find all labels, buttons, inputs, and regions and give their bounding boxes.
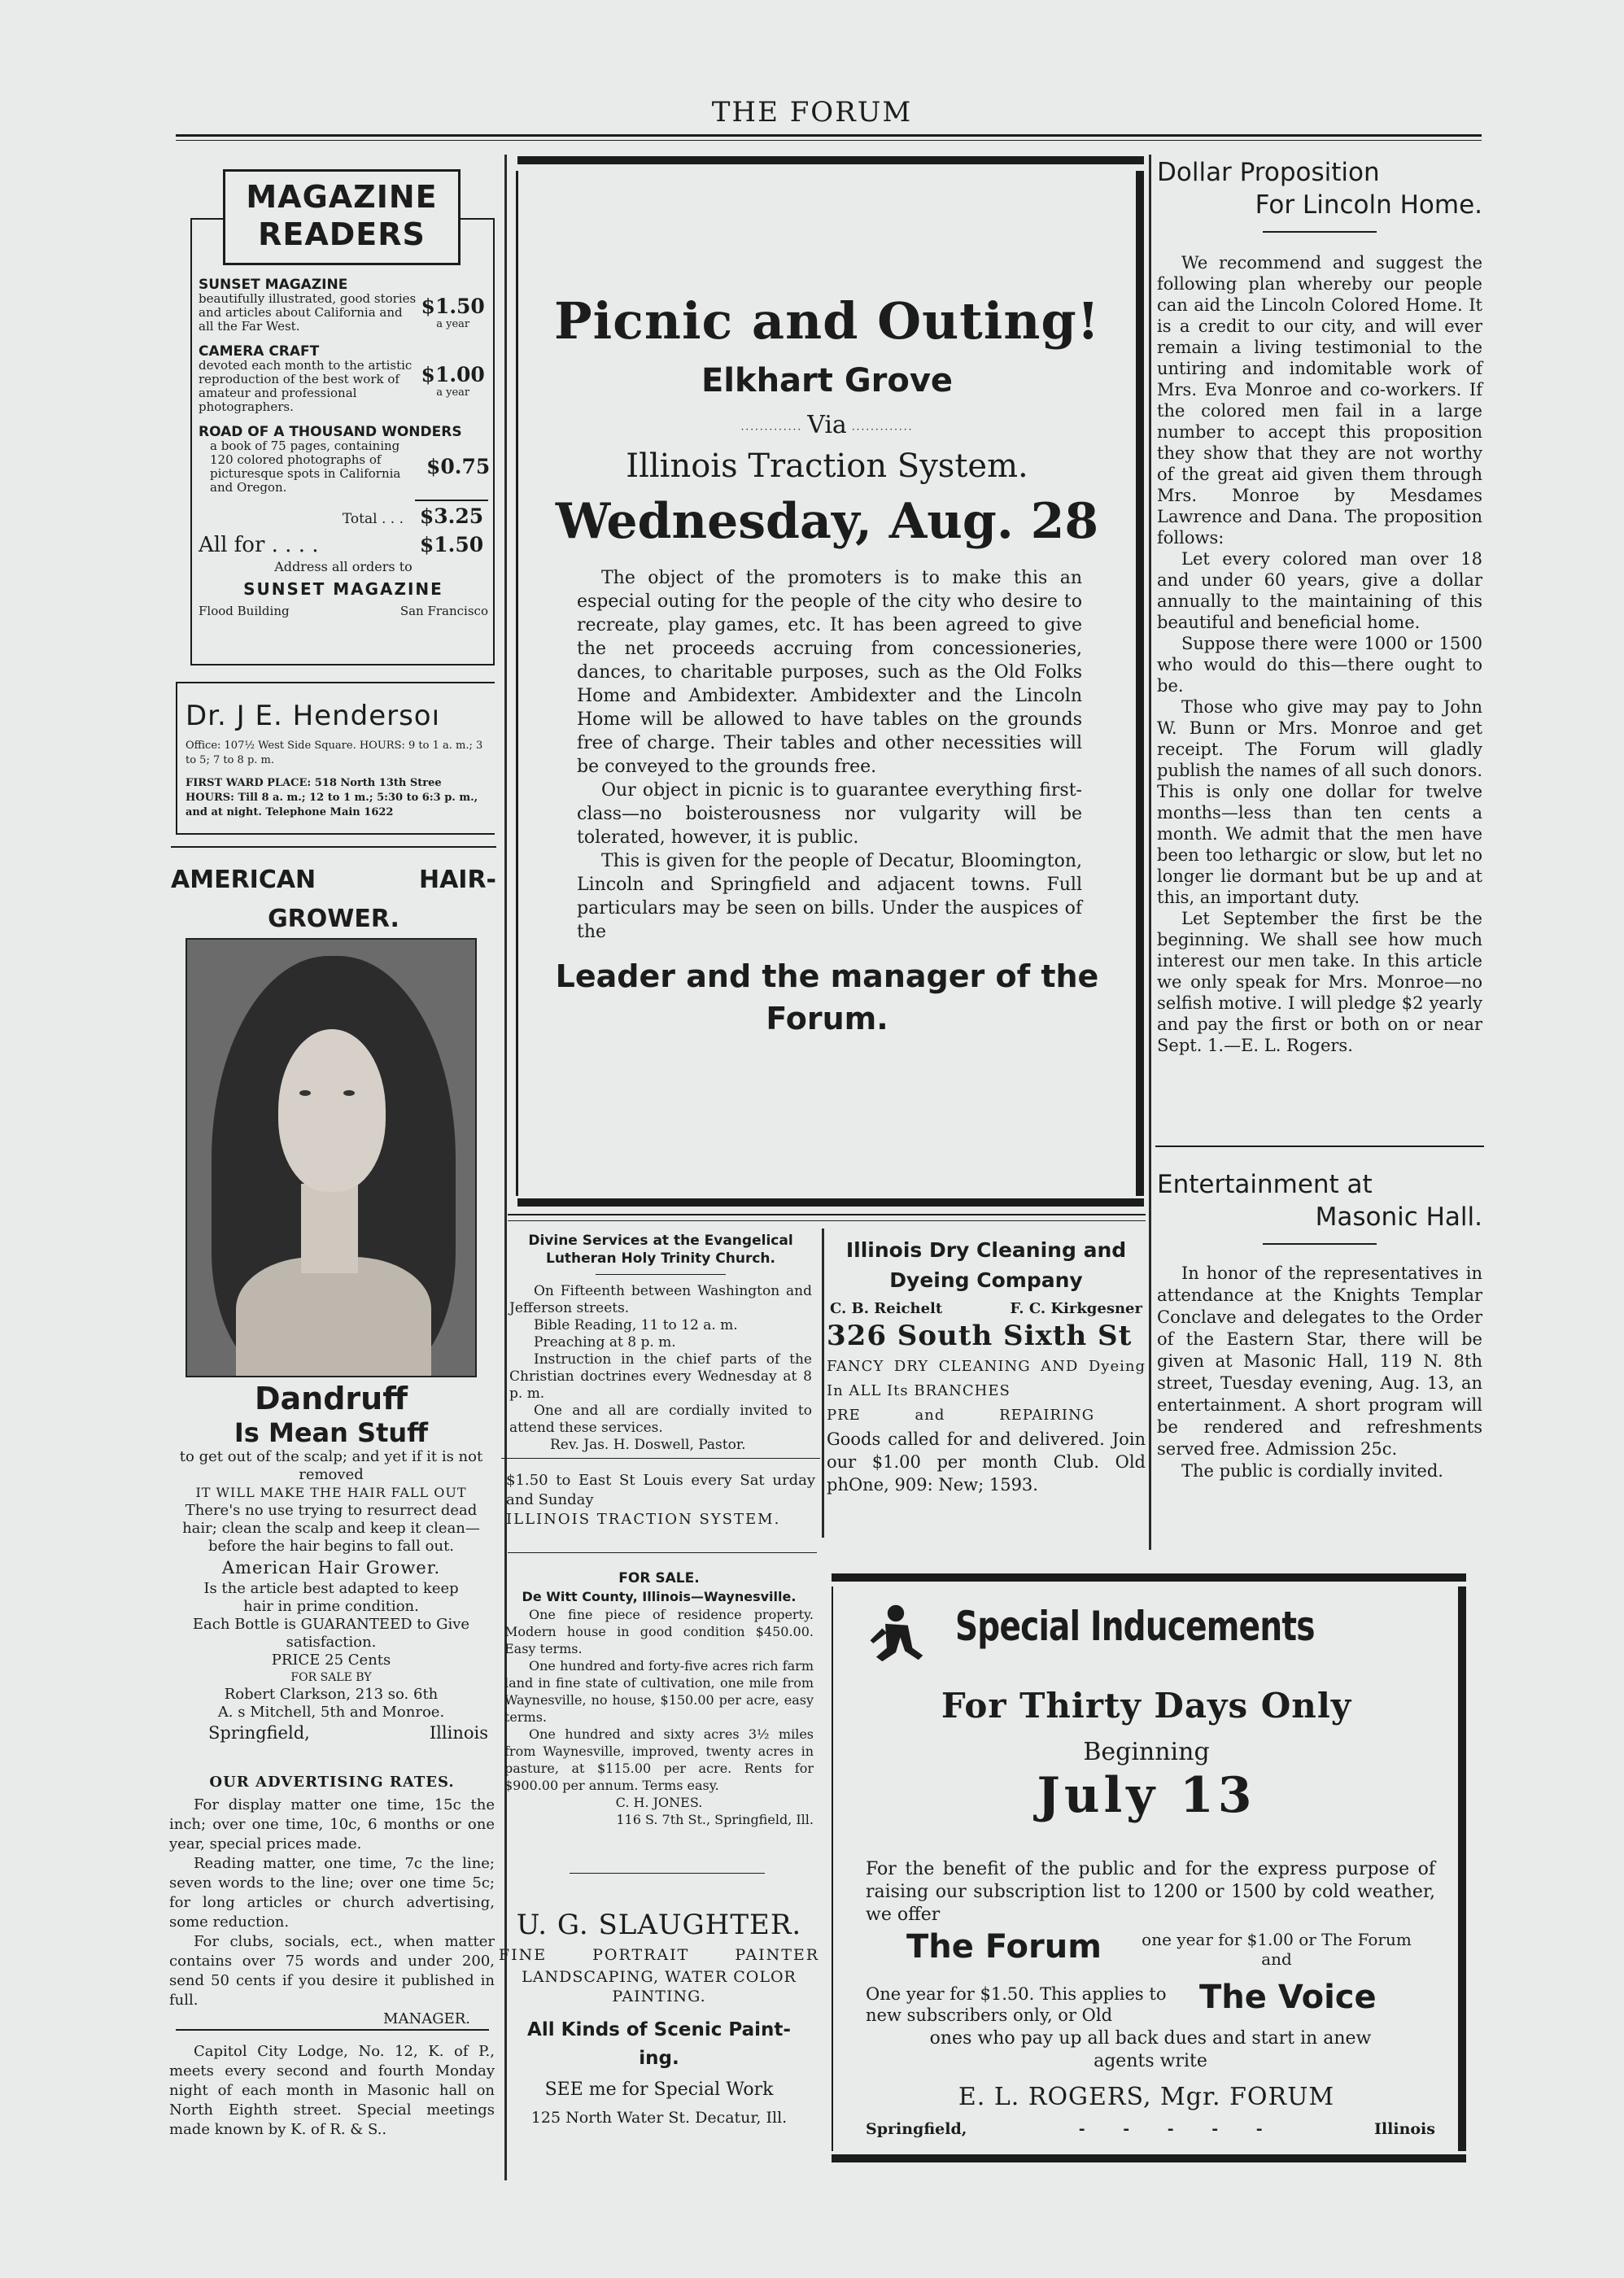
traction-notice [501,1471,820,1530]
magazine-flood: Flood Building [199,604,290,618]
magazine-item-price: $0.75 [426,455,491,478]
lodge-text: Capitol City Lodge, No. 12, K. of P., meets every second and fourth Monday night of each month in Masonic hall on North Eighth street. Special meetings made known by K. of R. & S.. [169,2043,495,2138]
magazine-heading-box [223,169,461,265]
pointing-hand-icon [866,1603,926,1663]
hair-line2: IT WILL MAKE THE HAIR FALL OUT [195,1485,467,1500]
church-heading1: Divine Services at the Evangelical [528,1233,793,1249]
dollar-p5: Let September the first be the beginning. We shall see how much interest our men take. In this article we only speak for Mrs. Monroe—no selfish motive. I will pledge $2 yearly and pay the first or both on or near Sept. 1.—E. L. Rogers. [1157,909,1482,1055]
divider [176,2029,489,2031]
hair-line3: There's no use trying to resurrect dead hair; clean the scalp and keep it clean—before the hair begins to fall out. [182,1502,480,1555]
dollar-heading2: For Lincoln Home. [1255,190,1482,220]
traction-line1: $1.50 to East St Louis every Sat urday and Sunday [506,1472,815,1508]
hair-heading [171,861,496,939]
magazine-item-period: a year [436,318,470,330]
masonic-p2: The public is cordially invited. [1181,1461,1443,1481]
ad-rates-heading: OUR ADVERTISING RATES. [209,1774,455,1791]
masonic-notice [1157,1168,1482,1482]
picnic-p1: The object of the promoters is to make this an especial outing for the people of the city who desire to recreate, play games, etc. It has been agreed to give the net proceeds accruing from concessioneries, dances, to charitable purposes, such as the Old Folks Home and Ambidexter. Ambidexter and the Lincoln Home will be allowed to have tables on the grounds free of charge. Their tables and other necessities will be conveyed to the grounds free. [577,568,1082,777]
slaughter-line3: SEE me for Special Work [544,2079,774,2100]
mean-stuff: Is Mean Stuff [234,1417,429,1448]
hair-heading-line1: AMERICAN HAIR- [171,866,496,894]
ad-rates [169,1774,495,2027]
for-sale-ad [501,1569,817,1828]
picnic-via: Via [807,411,847,439]
magazine-heading-line2: READERS [258,216,426,252]
slaughter-line2: LANDSCAPING, WATER COLOR PAINTING. [522,1968,797,2005]
slaughter-name: U. G. SLAUGHTER. [516,1909,802,1941]
divider [570,1873,765,1874]
church-p1: On Fifteenth between Washington and Jefferson streets. [509,1283,812,1316]
inducements-p1: For the benefit of the public and for the express purpose of raising our subscription list to 1200 or 1500 by cold weather, we offer [866,1859,1435,1925]
magazine-total-value: $3.25 [419,504,484,528]
picnic-bottom-bar [517,1198,1144,1207]
column-rule [1149,155,1151,1550]
church-p3: Preaching at 8 p. m. [534,1334,676,1351]
column-rule [504,155,507,2180]
for-sale-p2: One hundred and forty-five acres rich farm land in fine state of cultivation, one mile from Waynesville, no house, $150.00 per acre, easy terms. [504,1658,814,1725]
dry-name-left: C. B. Reichelt [830,1300,943,1317]
dry-cleaning-ad [827,1235,1146,1496]
dry-heading2: Dyeing Company [889,1268,1083,1292]
magazine-allfor-label: All for . . . . [199,533,319,557]
for-sale-subheading: De Witt County, Illinois—Waynesville. [522,1589,797,1604]
church-pastor: Rev. Jas. H. Doswell, Pastor. [550,1437,746,1453]
hair-seller1: Robert Clarkson, 213 so. 6th [224,1686,439,1703]
hair-city-left: Springfield, [208,1723,310,1743]
inducements-date: July 13 [1037,1767,1256,1824]
picnic-railway: Illinois Traction System. [626,447,1028,485]
inducements-bottom-bar [832,2154,1466,2162]
magazine-items [199,277,491,618]
divider [508,1214,1146,1215]
dry-line3: Goods called for and delivered. Join our $1.00 per month Club. Old phOne, 909: New; 1593. [827,1429,1146,1495]
magazine-allfor-value: $1.50 [419,533,484,556]
masthead-rule-thin [176,140,1482,141]
hair-line5: Each Bottle is GUARANTEED to Give satisfaction. [192,1616,470,1651]
for-sale-sig2: 116 S. 7th St., Springfield, Ill. [616,1812,814,1827]
picnic-via-row: ············· Via ············· [740,411,914,439]
church-heading2: Lutheran Holy Trinity Church. [545,1250,775,1267]
inducements-heading: Special Inducements [955,1603,1315,1650]
masthead: THE FORUM [711,96,913,129]
magazine-item [199,278,488,334]
dollar-p4: Those who give may pay to John W. Bunn or Mrs. Monroe and get receipt. The Forum will gladly publish the names of all such donors. This is only one dollar for twelve months—less than ten cents a month. We admit that the men have been too lethargic or slow, but let no longer lie dormant but be up and at this, an important duty. [1157,697,1482,907]
inducements-forum-side: one year for $1.00 or The Forum and [1142,1930,1412,1969]
hair-seller2: A. s Mitchell, 5th and Monroe. [217,1704,445,1721]
inducements-city-left: Springfield, [866,2120,967,2138]
magazine-item-desc: beautifully illustrated, good stories and articles about California and all the Far West. [199,291,417,334]
dry-name-right: F. C. Kirkgesner [1010,1300,1142,1317]
slaughter-scenic2: ing. [639,2048,679,2069]
dry-line2: PRE and REPAIRING [827,1407,1095,1424]
magazine-item-name: CAMERA CRAFT [199,343,320,360]
ad-rates-p1: For display matter one time, 15c the inch; over one time, 10c, 6 months or one year, special prices made. [169,1796,495,1853]
church-p5: One and all are cordially invited to attend these services. [509,1403,812,1436]
hair-ad [171,846,496,848]
divider [508,1220,1146,1221]
masthead-rule [176,134,1482,137]
for-sale-heading: FOR SALE. [618,1570,700,1586]
doctor-name: Dr. J E. Hendersoı [186,700,441,732]
hair-product: American Hair Grower. [221,1558,441,1578]
slaughter-line1: FINE PORTRAIT PAINTER [498,1946,820,1964]
for-sale-p1: One fine piece of residence property. Modern house in good condition $450.00. Easy terms. [504,1607,814,1656]
picnic-p3: This is given for the people of Decatur, Bloomington, Lincoln and Springfield and adjacent towns. Full particulars may be seen on bills. Under the auspices of the [577,851,1082,942]
masonic-p1: In honor of the representatives in attendance at the Knights Templar Conclave and delegates to the Order of the Eastern Star, there will be given at Masonic Hall, 119 N. 8th street, Tuesday evening, Aug. 13, an entertainment. A short program will be rendered and refreshments served free. Admission 25c. [1157,1263,1482,1459]
magazine-item-price: $1.00 [421,363,485,386]
inducements-sig: E. L. ROGERS, Mgr. FORUM [958,2083,1335,2111]
hair-heading-line2: GROWER. [268,905,399,933]
dry-line1: FANCY DRY CLEANING AND Dyeing In ALL Its BRANCHES [827,1358,1146,1399]
picnic-ad [516,171,1144,1196]
inducements-line2: Beginning [1083,1738,1210,1766]
dollar-p3: Suppose there were 1000 or 1500 who would do this—there ought to be. [1157,634,1482,696]
hair-ad-text [168,1380,495,1744]
dandruff: Dandruff [254,1381,408,1416]
picnic-footer2: Forum. [766,1001,888,1036]
ad-rates-p3: For clubs, socials, ect., when matter contains over 75 words and under 200, send 50 cents if you desire it published in full. [169,1933,495,2009]
inducements-p2: ones who pay up all back dues and start in anew agents write [929,2028,1372,2071]
hair-line4: Is the article best adapted to keep hair in prime condition. [203,1580,459,1615]
picnic-headline: Picnic and Outing! [554,291,1100,351]
slaughter-line4: 125 North Water St. Decatur, Ill. [530,2109,788,2127]
magazine-item-price: $1.50 [421,295,485,318]
masonic-heading2: Masonic Hall. [1315,1202,1482,1232]
picnic-footer1: Leader and the manager of the [555,958,1099,994]
magazine-item [199,345,488,414]
masonic-heading1: Entertainment at [1157,1170,1373,1199]
inducements-voice-big: The Voice [1199,1979,1377,2016]
magazine-item-name: SUNSET MAGAZINE [199,277,348,293]
ad-rates-p2: Reading matter, one time, 7c the line; seven words to the line; over one time 5c; for long articles or church advertising, some reduction. [169,1855,495,1931]
inducements-line1: For Thirty Days Only [941,1686,1352,1726]
magazine-address-line: Address all orders to [274,559,413,574]
hair-line1: to get out of the scalp; and yet if it is not removed [179,1448,483,1483]
lodge-notice [169,2042,495,2140]
inducements-ad [832,1586,1466,2151]
divider [508,1552,817,1553]
dollar-p1: We recommend and suggest the following plan whereby our people can aid the Lincoln Colored Home. It is a credit to our city, and will ever remain a living testimonial to the untiring and indomitable work of Mrs. Eva Monroe and co-workers. If the colored men fail in a large number to accept this proposition they show that they are not worthy of the great aid given them through Mrs. Monroe by Mesdames Lawrence and Dana. The proposition follows: [1157,253,1482,548]
inducements-voice-left: One year for $1.50. This applies to new subscribers only, or Old [866,1984,1167,2025]
for-sale-sig1: C. H. JONES. [615,1795,703,1810]
hair-city-right: Illinois [429,1723,488,1743]
ad-rates-signoff: MANAGER. [383,2010,470,2027]
doctor-office: Office: 107½ West Side Square. HOURS: 9 to 1 a. m.; 3 to 5; 7 to 8 p. m. [186,740,483,766]
hair-price: PRICE 25 Cents [271,1652,391,1669]
slaughter-scenic1: All Kinds of Scenic Paint- [527,2019,791,2040]
dollar-heading1: Dollar Proposition [1157,158,1380,187]
magazine-item-name: ROAD OF A THOUSAND WONDERS [199,424,462,440]
church-notice [501,1232,820,1454]
magazine-item-period: a year [436,386,470,399]
traction-line2: ILLINOIS TRACTION SYSTEM. [506,1511,781,1528]
doctor-ad [176,682,495,835]
inducements-forum-big: The Forum [906,1928,1102,1966]
column-rule [822,1228,824,1538]
dollar-p2: Let every colored man over 18 and under 60 years, give a dollar annually to the maintaining of this beautiful and beneficial home. [1157,549,1482,632]
slaughter-ad [498,1907,820,2130]
dry-address: 326 South Sixth St [827,1320,1133,1352]
magazine-total-label: Total . . . [342,511,404,527]
inducements-top-bar [832,1573,1466,1582]
dry-heading1: Illinois Dry Cleaning and [845,1238,1127,1262]
church-p4: Instruction in the chief parts of the Christian doctrines every Wednesday at 8 p. m. [509,1351,812,1402]
magazine-publisher: SUNSET MAGAZINE [243,579,443,599]
inducements-city-right: Illinois [1374,2120,1435,2138]
picnic-date: Wednesday, Aug. 28 [555,493,1099,550]
magazine-item [199,424,491,495]
inducements-dots: - - - - - [1078,2120,1263,2138]
for-sale-p3: One hundred and sixty acres 3½ miles from Waynesville, improved, twenty acres in pasture, at $115.00 per acre. Rents for $900.00 per annum. Terms easy. [504,1726,814,1793]
divider [1155,1146,1484,1147]
magazine-item-desc: devoted each month to the artistic reproduction of the best work of amateur and professional photographers. [199,358,413,414]
doctor-first-ward: FIRST WARD PLACE: 518 North 13th Stree HOURS: Till 8 a. m.; 12 to 1 m.; 5:30 to 6:3 p. m., and at night. Telephone Main 1622 [186,777,478,818]
magazine-city: San Francisco [399,604,488,618]
inducements-city-row [866,2120,1435,2138]
picnic-top-bar [517,156,1144,164]
dollar-proposition [1157,156,1482,1056]
church-p2: Bible Reading, 11 to 12 a. m. [534,1317,738,1333]
magazine-heading-line1: MAGAZINE [246,179,438,215]
divider [501,1458,820,1459]
picnic-p2: Our object in picnic is to guarantee everything first-class—no boisterousness nor vulgarity will be tolerated, however, it is public. [577,780,1082,848]
hair-forsale: FOR SALE BY [290,1671,372,1684]
magazine-item-desc: a book of 75 pages, containing 120 colored photographs of picturesque spots in California and Oregon. [210,439,401,495]
picnic-place: Elkhart Grove [701,362,954,399]
portrait-photo [186,938,477,1377]
